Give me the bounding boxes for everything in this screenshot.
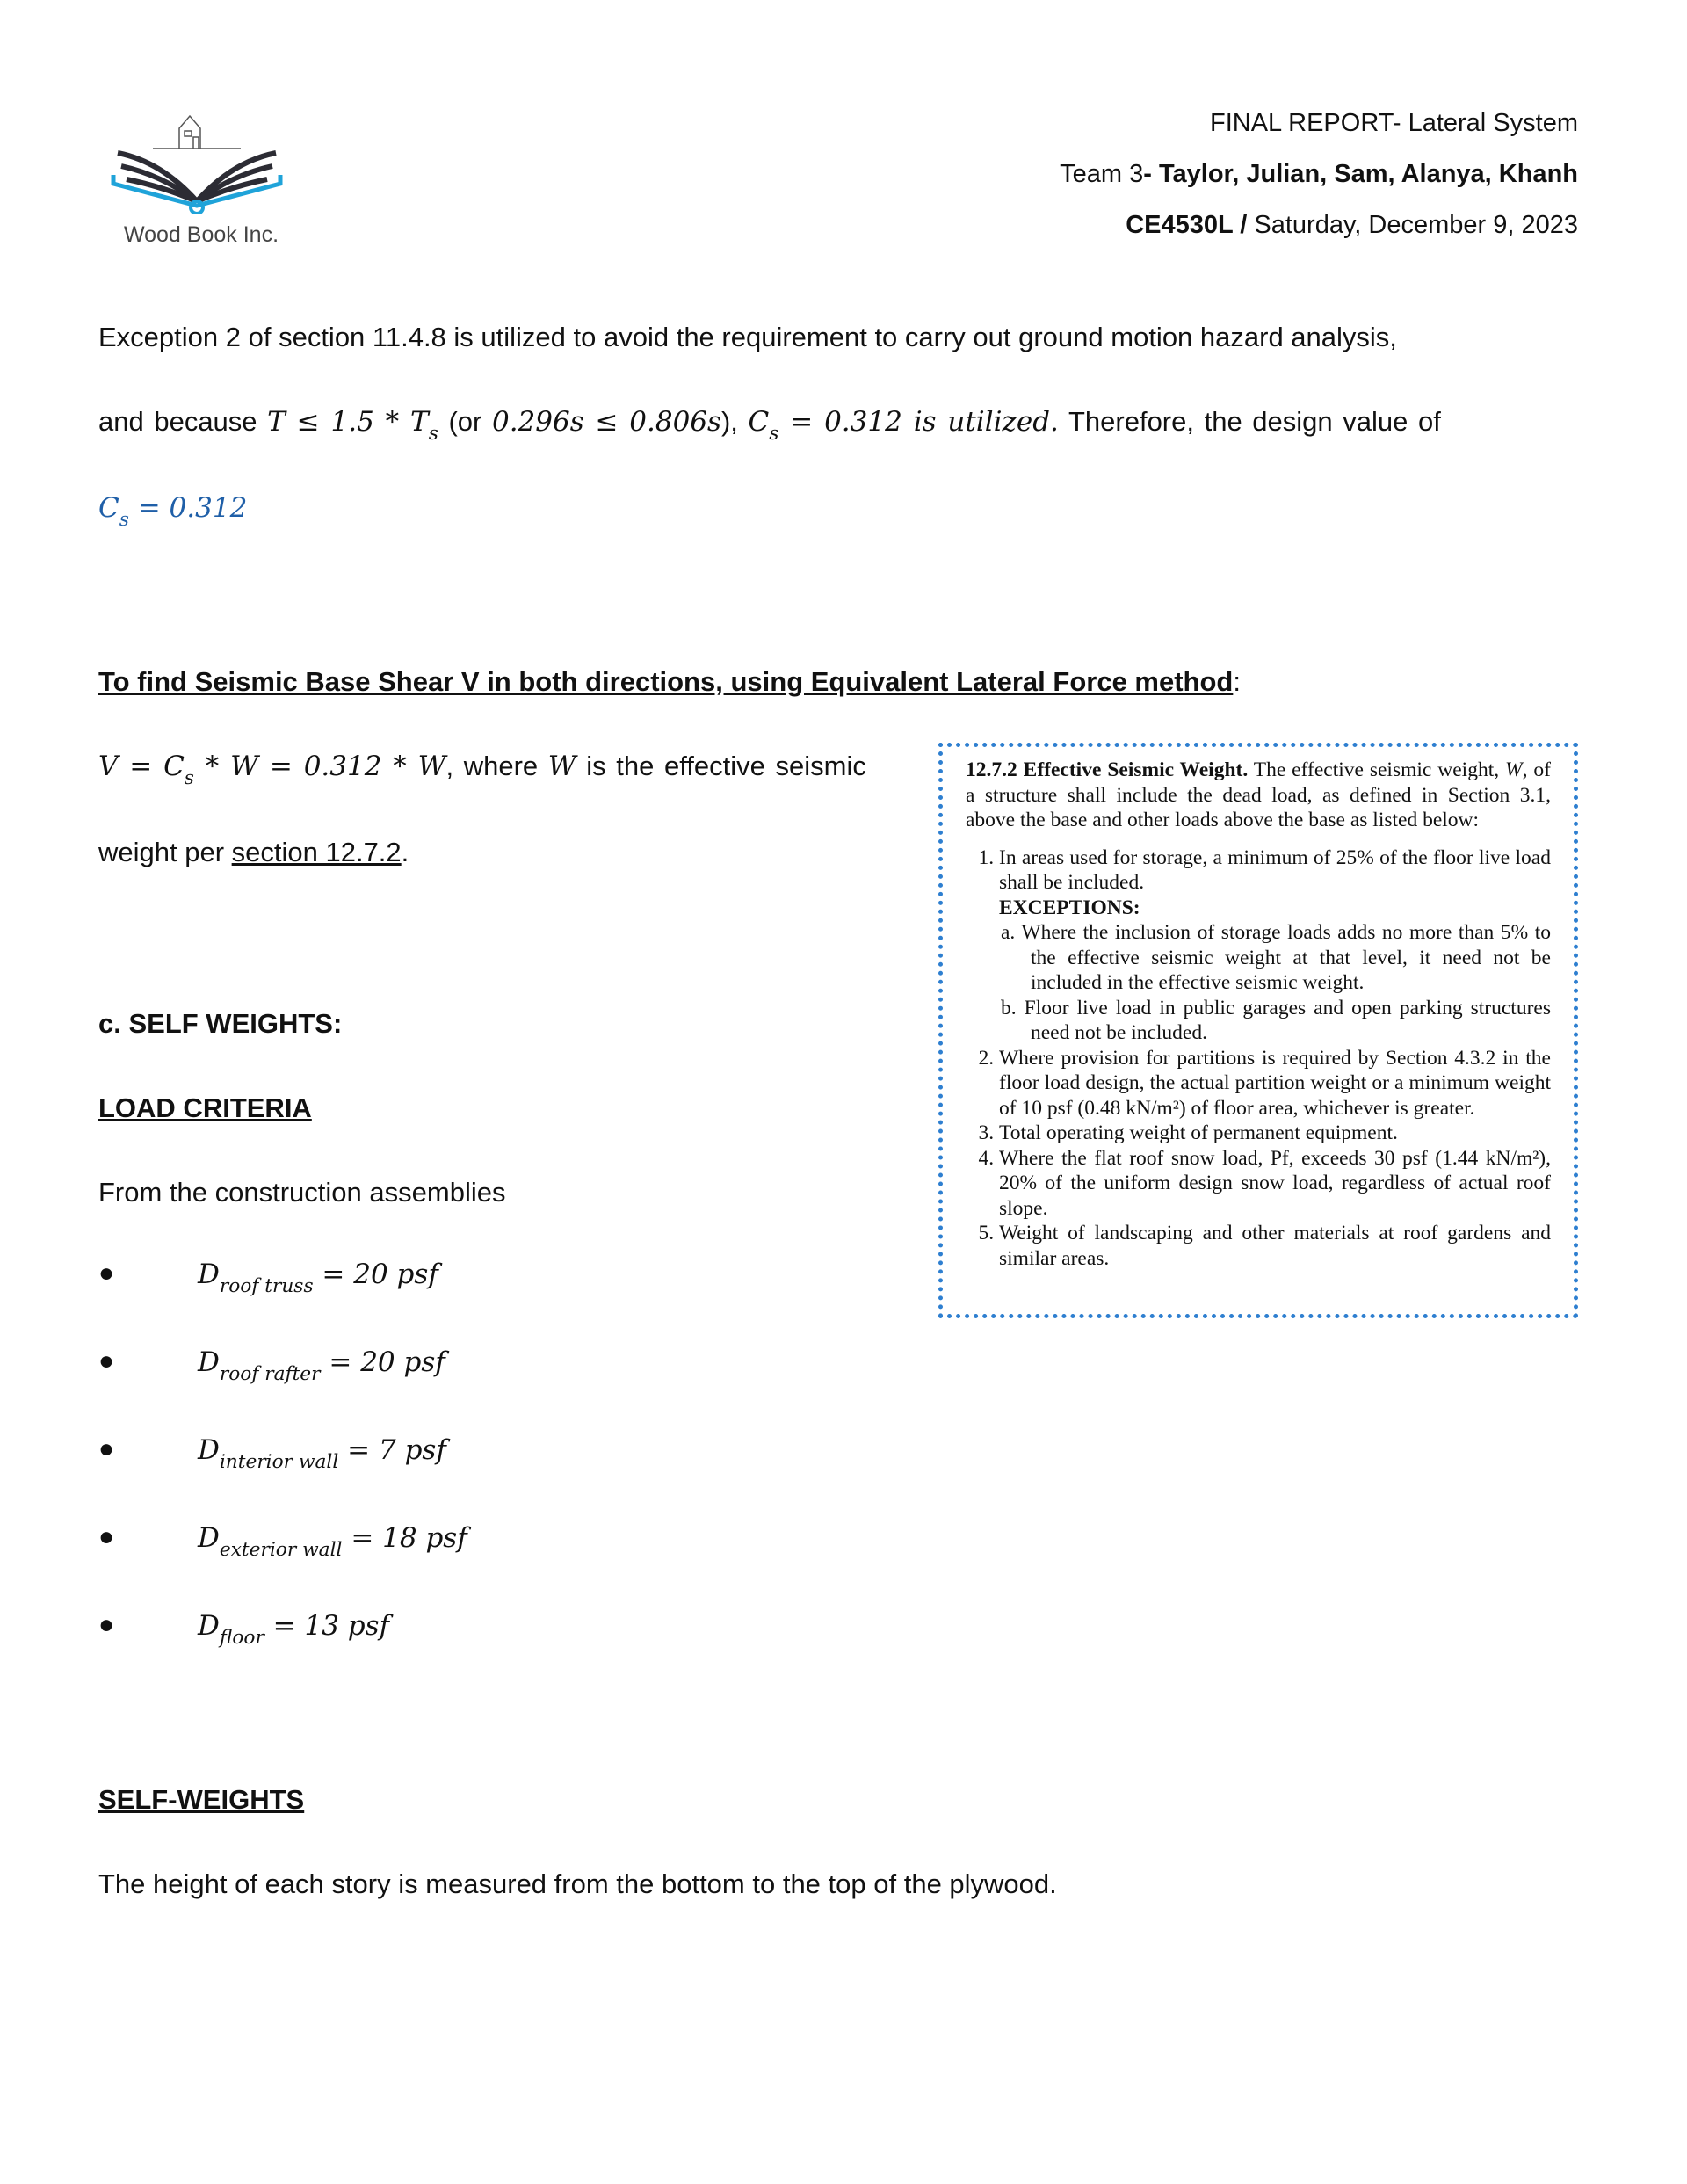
load-formula — [198, 1434, 446, 1473]
code-item-3: 3. Total operating weight of permanent equipment. — [999, 1121, 1551, 1146]
course-date-line — [1126, 211, 1578, 240]
code-item-4: 4. Where the flat roof snow load, Pf, exceeds 30 psf (1.44 kN/m²), 20% of the uniform design snow load, regardless of actual roof slope. — [999, 1146, 1551, 1222]
symbol: D — [198, 1259, 220, 1290]
bullet-icon: ● — [98, 1522, 115, 1551]
subscript: roof truss — [219, 1274, 314, 1297]
math-period — [267, 406, 438, 445]
text: weight per — [98, 837, 232, 867]
code-intro — [966, 758, 1551, 833]
team-members: - Taylor, Julian, Sam, Alanya, Khanh — [1143, 160, 1578, 188]
math: C — [98, 492, 119, 524]
math: C — [748, 406, 770, 438]
bullet-icon: ● — [98, 1434, 115, 1463]
code-item-5: 5. Weight of landscaping and other materials at roof gardens and similar areas. — [999, 1221, 1551, 1271]
book-house-logo-icon — [109, 109, 293, 214]
team-line — [1060, 160, 1578, 189]
colon: : — [1233, 666, 1241, 697]
symbol: D — [198, 1522, 220, 1554]
subscript: exterior wall — [219, 1538, 343, 1561]
exceptions-list — [999, 920, 1551, 1046]
math: V = C — [98, 751, 185, 782]
load-value: = 20 psf — [320, 1346, 445, 1378]
text: , where — [445, 751, 548, 781]
shear-heading — [98, 666, 1241, 698]
subscript: s — [428, 422, 438, 445]
math: * W = 0.312 * W — [193, 751, 446, 782]
subscript: s — [769, 422, 779, 445]
code-excerpt-box — [938, 743, 1578, 1318]
exception-text: Exception 2 of section 11.4.8 is utilized to avoid the requirement to carry out ground motion hazard analysis, — [98, 322, 1397, 352]
math: = 0.312 is utilized. — [778, 406, 1059, 438]
heading: To find Seismic Base Shear V in both directions, using Equivalent Lateral Force method — [98, 666, 1234, 697]
load-formula — [198, 1259, 438, 1297]
load-value: = 7 psf — [338, 1434, 446, 1466]
load-criteria-heading: LOAD CRITERIA — [98, 1092, 312, 1123]
team-number: Team 3 — [1060, 160, 1144, 188]
course-code: CE4530L / — [1126, 211, 1248, 239]
text: In areas used for storage, a minimum of 25% of the floor live load shall be included. — [999, 845, 1551, 894]
cs-design-value — [98, 492, 247, 531]
code-item-1 — [999, 845, 1551, 1046]
shear-equation — [98, 751, 866, 789]
load-value: = 18 psf — [342, 1522, 467, 1554]
symbol: D — [198, 1434, 220, 1466]
logo-text: Wood Book Inc. — [123, 222, 279, 247]
load-formula — [198, 1522, 467, 1561]
exception-b: b. Floor live load in public garages and open parking structures need not be included. — [1001, 996, 1551, 1044]
code-item-2: 2. Where provision for partitions is required by Section 4.3.2 in the floor load design, the actual partition weight or a minimum weight of 10 psf (0.48 kN/m²) of floor area, whichever is greater. — [999, 1046, 1551, 1121]
text: (or — [438, 406, 492, 437]
symbol: D — [198, 1346, 220, 1378]
subscript: s — [119, 508, 129, 531]
load-value: = 20 psf — [313, 1259, 438, 1290]
text: Therefore, the design value of — [1058, 406, 1441, 437]
company-logo — [109, 109, 293, 247]
text: . — [401, 837, 409, 867]
bullet-icon: ● — [98, 1610, 115, 1639]
story-height-text: The height of each story is measured from the bottom to the top of the plywood. — [98, 1868, 1057, 1899]
self-weights-subheading: SELF-WEIGHTS — [98, 1784, 305, 1815]
period-condition-text — [98, 406, 1441, 445]
text: , of a structure shall include the dead load, as defined in Section 3.1, above the base and other loads above the base as listed below: — [966, 758, 1551, 831]
subscript: s — [184, 766, 194, 789]
exceptions-label: EXCEPTIONS: — [999, 896, 1140, 919]
subscript: interior wall — [219, 1450, 339, 1473]
load-value: = 13 psf — [264, 1610, 390, 1642]
report-date: Saturday, December 9, 2023 — [1254, 211, 1578, 239]
load-formula — [198, 1346, 445, 1385]
bullet-icon: ● — [98, 1259, 115, 1288]
math: T ≤ 1.5 * T — [267, 406, 429, 438]
self-weights-heading: c. SELF WEIGHTS: — [98, 1008, 343, 1039]
load-formula — [198, 1610, 389, 1649]
subscript: roof rafter — [219, 1362, 321, 1385]
text: The effective seismic weight, — [1248, 758, 1506, 781]
assemblies-intro: From the construction assemblies — [98, 1177, 506, 1208]
exception-a: a. Where the inclusion of storage loads adds no more than 5% to the effective seismic weight at that level, it need not be included in the effective seismic weight. — [1001, 921, 1551, 994]
bullet-icon: ● — [98, 1346, 115, 1375]
math: W — [547, 751, 576, 782]
section-link[interactable]: section 12.7.2 — [231, 837, 402, 867]
symbol: D — [198, 1610, 220, 1642]
code-title: 12.7.2 Effective Seismic Weight. — [966, 758, 1249, 781]
report-title: FINAL REPORT- Lateral System — [1209, 109, 1578, 137]
code-list — [966, 845, 1551, 1272]
subscript: floor — [219, 1626, 264, 1649]
math-values: 0.296s ≤ 0.806s — [491, 406, 721, 438]
math: = 0.312 — [128, 492, 248, 524]
math-cs — [748, 406, 1059, 445]
text: is the effective seismic — [576, 751, 866, 781]
text: ), — [720, 406, 749, 437]
math: W — [1505, 758, 1523, 781]
text: and because — [98, 406, 268, 437]
weight-reference — [98, 837, 409, 868]
